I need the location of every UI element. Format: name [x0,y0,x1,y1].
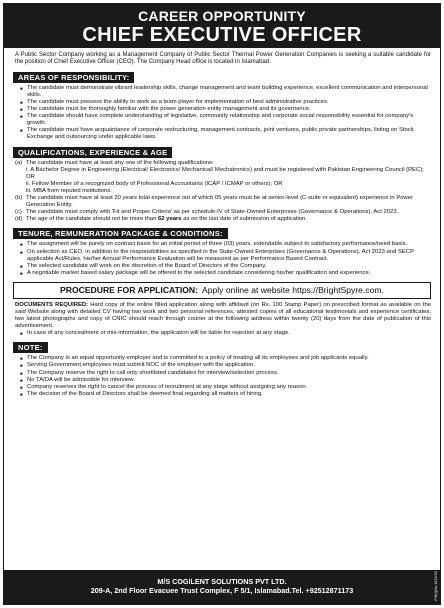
list-item: ■ The assignment will be purely on contract basis for an initial period of three (03) years, extendable subject to satisfactory performance/need basis. [20,241,431,248]
documents-title: DOCUMENTS REQUIRED: [15,301,89,308]
item-text [26,216,307,223]
qualification-d [15,216,431,223]
list-item: ■ In case of any concealment or mis-information, the application will be liable for rejection at any stage. [20,330,431,337]
sub-item: i. A Bachelor Degree in Engineering (Electrical/ Electronics/ Mechanical/ Mechatronics) and must be registered with Pakistan Engineering Council (PEC); OR [26,166,424,180]
item-text: The candidate must have at least any one of the following qualifications: [26,159,214,166]
pid-stamp: PID(I)No.1033/23 [434,571,438,601]
procedure-title: PROCEDURE FOR APPLICATION: [60,285,198,296]
tenure-list [4,241,440,276]
section-qualifications-title: QUALIFICATIONS, EXPERIENCE & AGE [13,147,172,158]
list-item: ■ The Company reserve the right to call only shortlisted candidates for interview/selection process. [20,370,431,377]
qualification-b [15,195,431,209]
company-address: 209-A, 2nd Floor Evacuee Trust Complex, F 5/1, Islamabad.Tel. +92512871173 [90,586,354,595]
qualification-c [15,209,431,216]
section-responsibility-title: AREAS OF RESPONSIBILITY: [13,72,134,83]
header-line-2: CHIEF EXECUTIVE OFFICER [82,24,362,46]
sub-item: ii. Fellow Member of a recognized body of Professional Accountants (ICAP / ICMAP or others); OR [26,180,283,187]
qualifications-list [4,160,440,224]
list-item: ■ A negotiable market based salary package will be offered to the selected candidate considering his/her qualification and experience. [20,270,431,277]
list-item: ■ The Company is an equal opportunity employer and is committed to a policy of treating all its employees and job applicants equally. [20,355,431,362]
item-label: (d) [15,216,23,223]
ad-header [4,4,440,48]
job-advertisement [3,3,441,605]
item-text: The candidate must have at least 20 years total experience out of which 05 years must be at senior-level (C-suite or equivalent) experience in Power Generation Entity. [26,195,414,209]
ad-footer [4,570,440,604]
section-tenure-title: TENURE, REMUNERATION PACKAGE & CONDITIONS: [13,228,228,239]
list-item: ■ The selected candidate will work on the discretion of the Board of Directors of the Company. [20,263,431,270]
list-item: ■ The decision of the Board of Directors shall be deemed final regarding all matters of hiring. [20,391,431,398]
item-text: The candidate must comply with 'Fit and Proper Criteria' as per schedule-IV of State-Owned Enterprises (Governance & Operations), Act 2023. [26,209,399,216]
list-item: ■ Serving Government employees must submit NOC of the employer with the application. [20,362,431,369]
age-text-pre: The age of the candidate should not be more than [26,216,158,223]
item-label: (b) [15,195,23,202]
intro-paragraph: A Public Sector Company working as a Management Company of Public Sector Thermal Power Generation Companies is seeking a suitable candidate for the position of Chief Executive Officer (CEO). The Company Head office is located in Islamabad. [15,52,431,66]
section-note-title: NOTE: [13,342,48,353]
documents-text: Hard copy of the online filled application along with affidavit (on Rs. 100 Stamp Paper) on prescribed format as available on the said Website along with detailed CV having two work and two personal references, attested copies of all educational testimonials and experience certificates, two latest photographs and copy of CNIC should reach through courier at the following address within twenty (20) days from the date of publication of this advertisement. [15,301,432,330]
list-item: ■ Company reserves the right to cancel the process of recruitment at any stage without assigning any reason. [20,384,431,391]
company-name: M/S COGILENT SOLUTIONS PVT LTD. [157,577,287,586]
list-item: ■ The candidate must be thoroughly familiar with the power generation entity management and its governance. [20,106,431,113]
list-item: ■ The candidate should have complete understanding of legislative, community relationship and corporate social responsibility essential for company's growth. [20,113,431,127]
list-item: ■ On selection as CEO, in addition to the responsibilities as specified in the State-Owned Enterprises (Governance & Operations), Act 2023 and SECP applicable Act/Rules, his/her Annual Performance Evaluation will be measured as per Performance Based Contract. [20,249,431,263]
sub-item: iii. MBA from reputed institutions. [26,187,112,194]
qualification-a [15,160,431,167]
list-item: ■ The candidate must have acquaintance of corporate restructuring, management contracts, joint ventures, public private partnerships, listing on Stock Exchange and outsourcing under applicable laws. [20,127,431,141]
procedure-link[interactable]: Apply online at website https://BrightSpyre.com. [201,285,384,296]
responsibility-list [4,85,440,142]
age-limit: 62 years [157,216,182,223]
age-text-post: as on the last date of submission of application. [181,216,307,223]
header-line-1: CAREER OPPORTUNITY [138,8,306,24]
documents-paragraph [4,302,440,330]
procedure-box [13,282,431,299]
note-list [4,355,440,398]
warning-list [4,330,440,337]
list-item: ■ The candidate must demonstrate vibrant leadership skills, change management and team building experience, excellent communication and interpersonal skills. [20,85,431,99]
list-item: ■ No TA/DA will be admissible for interview. [20,377,431,384]
list-item: ■ The candidate must possess the ability to work as a team player for implementation of best administrative practices. [20,99,431,106]
item-label: (a) [15,159,23,166]
item-label: (c) [15,209,22,216]
